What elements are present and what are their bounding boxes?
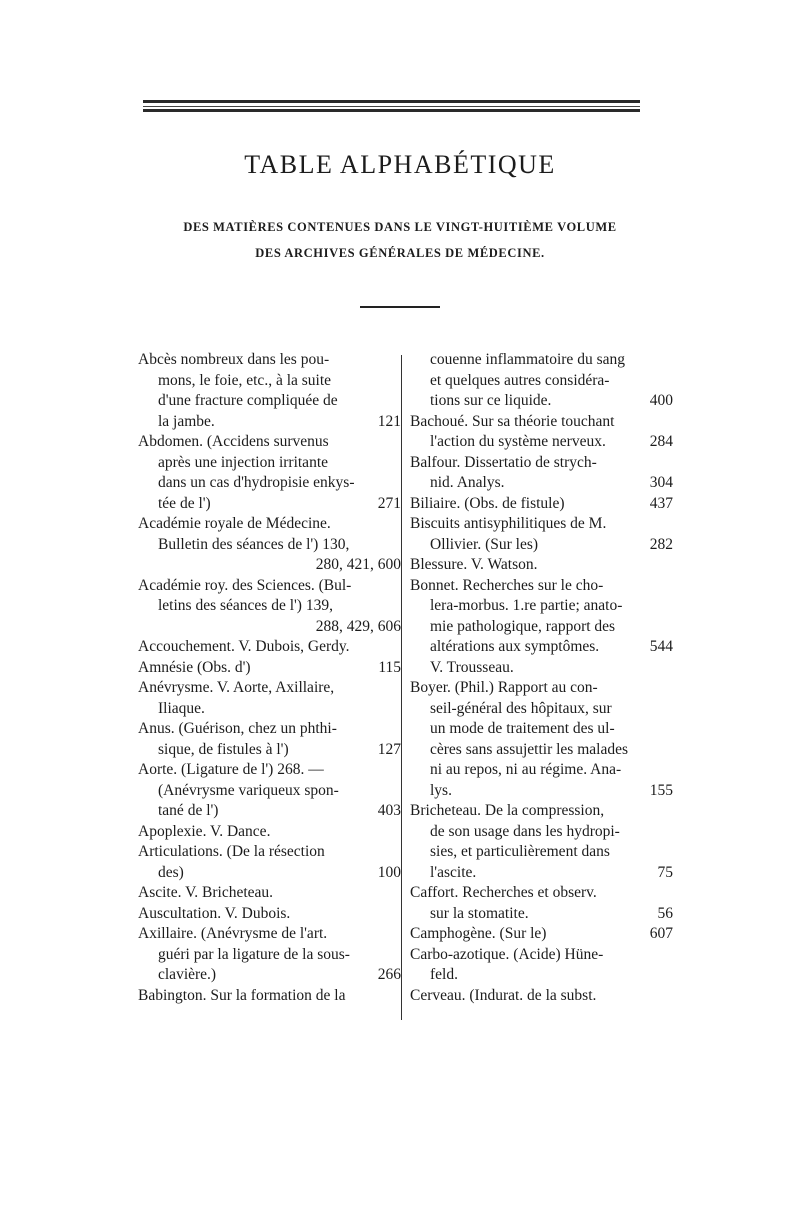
index-line: [410, 699, 673, 720]
subtitle-line-1: DES MATIÈRES CONTENUES DANS LE VINGT-HUITIÈME VOLUME: [183, 220, 617, 234]
index-entry-text: Apoplexie. V. Dance.: [138, 822, 271, 840]
index-line: [410, 945, 673, 966]
index-entry-text: Axillaire. (Anévrysme de l'art.: [138, 925, 328, 942]
index-line: [410, 555, 673, 576]
index-entry-text: ni au repos, ni au régime. Ana-: [430, 761, 622, 778]
index-line: [138, 699, 401, 720]
index-line: [138, 576, 401, 597]
index-page-number: 75: [657, 863, 673, 881]
index-line: [410, 535, 673, 556]
index-entry-text: altérations aux symptômes.: [430, 638, 600, 655]
index-line: [138, 904, 401, 925]
index-line: [410, 432, 673, 453]
index-entry-text: 280, 421, 600: [315, 556, 401, 573]
index-line: [138, 863, 401, 884]
index-line: [138, 637, 401, 658]
index-entry-text: lys.: [430, 781, 452, 799]
index-entry-text: couenne inflammatoire du sang: [430, 351, 625, 368]
right-index-column: [410, 350, 673, 1006]
index-entry-text: de son usage dans les hydropi-: [430, 822, 620, 840]
index-entry-text: Babington. Sur la formation de la: [138, 986, 346, 1004]
index-entry-text: Accouchement. V. Dubois, Gerdy.: [138, 638, 350, 655]
index-line: [138, 986, 401, 1007]
index-entry-text: Carbo-azotique. (Acide) Hüne-: [410, 945, 604, 963]
index-entry-text: Ascite. V. Bricheteau.: [138, 884, 274, 901]
index-line: [410, 658, 673, 679]
index-entry-text: Amnésie (Obs. d'): [138, 658, 251, 676]
index-line: [138, 596, 401, 617]
index-page-number: 282: [649, 535, 673, 553]
index-page-number: 155: [649, 781, 673, 799]
index-entry-text: un mode de traitement des ul-: [430, 720, 615, 737]
index-line: [410, 596, 673, 617]
index-entry-text: l'ascite.: [430, 863, 477, 881]
index-line: [138, 391, 401, 412]
index-entry-text: Iliaque.: [158, 699, 205, 717]
index-entry-text: d'une fracture compliquée de: [158, 392, 338, 409]
index-line: [410, 371, 673, 392]
column-divider: [401, 355, 402, 1020]
index-entry-text: la jambe.: [158, 412, 215, 430]
index-entry-text: Abcès nombreux dans les pou-: [138, 351, 330, 368]
index-entry-text: 288, 429, 606: [315, 617, 401, 635]
index-line: [138, 945, 401, 966]
index-entry-text: tions sur ce liquide.: [430, 392, 552, 409]
index-entry-text: Bonnet. Recherches sur le cho-: [410, 576, 604, 594]
index-line: [410, 822, 673, 843]
index-entry-text: Bricheteau. De la compression,: [410, 802, 605, 819]
index-line: [410, 473, 673, 494]
index-line: [410, 781, 673, 802]
index-line: [410, 924, 673, 945]
index-entry-text: Camphogène. (Sur le): [410, 925, 547, 942]
index-line: [410, 350, 673, 371]
index-line: [410, 904, 673, 925]
index-entry-text: des): [158, 863, 184, 881]
index-entry-text: après une injection irritante: [158, 453, 329, 471]
index-entry-text: Boyer. (Phil.) Rapport au con-: [410, 679, 598, 696]
index-page-number: 56: [657, 904, 673, 922]
index-entry-text: Anévrysme. V. Aorte, Axillaire,: [138, 679, 335, 696]
index-entry-text: Biscuits antisyphilitiques de M.: [410, 515, 607, 532]
index-line: [138, 658, 401, 679]
index-entry-text: et quelques autres considéra-: [430, 371, 610, 389]
index-entry-text: Cerveau. (Indurat. de la subst.: [410, 986, 597, 1004]
index-entry-text: seil-général des hôpitaux, sur: [430, 699, 612, 717]
index-entry-text: Académie royale de Médecine.: [138, 515, 331, 532]
index-line: [138, 924, 401, 945]
index-page-number: 266: [377, 966, 401, 983]
index-line: [138, 514, 401, 535]
index-entry-text: sique, de fistules à l'): [158, 740, 289, 758]
index-entry-text: dans un cas d'hydropisie enkys-: [158, 474, 355, 491]
index-line: [138, 453, 401, 474]
index-page-number: 400: [649, 392, 673, 409]
index-line: [138, 350, 401, 371]
index-entry-text: Abdomen. (Accidens survenus: [138, 433, 329, 450]
page-subtitle: [120, 214, 680, 266]
index-line: [410, 863, 673, 884]
index-line: [138, 617, 401, 638]
index-page-number: 403: [377, 802, 401, 819]
index-entry-text: guéri par la ligature de la sous-: [158, 945, 350, 963]
index-line: [410, 391, 673, 412]
index-entry-text: letins des séances de l') 139,: [158, 597, 333, 614]
index-line: [138, 740, 401, 761]
index-line: [138, 432, 401, 453]
index-entry-text: Caffort. Recherches et observ.: [410, 884, 597, 901]
index-line: [410, 740, 673, 761]
index-line: [138, 822, 401, 843]
index-entry-text: Ollivier. (Sur les): [430, 535, 539, 553]
index-line: [138, 801, 401, 822]
index-entry-text: Articulations. (De la résection: [138, 843, 325, 860]
index-entry-text: tané de l'): [158, 802, 219, 819]
index-line: [410, 617, 673, 638]
index-line: [410, 986, 673, 1007]
index-entry-text: l'action du système nerveux.: [430, 433, 606, 450]
index-line: [410, 453, 673, 474]
index-line: [410, 801, 673, 822]
left-index-column: [138, 350, 401, 1006]
index-entry-text: Anus. (Guérison, chez un phthi-: [138, 720, 337, 737]
index-entry-text: sies, et particulièrement dans: [430, 843, 610, 860]
index-entry-text: Auscultation. V. Dubois.: [138, 904, 291, 922]
index-line: [410, 494, 673, 515]
page-title: TABLE ALPHABÉTIQUE: [244, 150, 556, 179]
index-entry-text: Aorte. (Ligature de l') 268. —: [138, 761, 324, 778]
index-entry-text: feld.: [430, 966, 458, 983]
index-entry-text: lera-morbus. 1.re partie; anato-: [430, 597, 623, 614]
index-line: [138, 883, 401, 904]
index-line: [138, 371, 401, 392]
index-entry-text: mons, le foie, etc., à la suite: [158, 371, 332, 389]
index-page-number: 607: [649, 925, 673, 942]
index-line: [138, 473, 401, 494]
index-line: [410, 576, 673, 597]
index-page-number: 304: [649, 474, 673, 491]
index-line: [138, 781, 401, 802]
index-page-number: 271: [377, 494, 401, 512]
index-line: [138, 842, 401, 863]
index-entry-text: Académie roy. des Sciences. (Bul-: [138, 576, 352, 594]
index-line: [138, 494, 401, 515]
index-entry-text: clavière.): [158, 966, 217, 983]
index-entry-text: Blessure. V. Watson.: [410, 556, 538, 573]
index-line: [138, 412, 401, 433]
subtitle-line-2: DES ARCHIVES GÉNÉRALES DE MÉDECINE.: [255, 246, 545, 260]
index-entry-text: Bulletin des séances de l') 130,: [158, 535, 350, 553]
section-rule: [360, 306, 440, 308]
index-line: [138, 678, 401, 699]
index-page-number: 284: [649, 433, 673, 450]
header-double-rule: [143, 100, 640, 113]
index-page-number: 437: [649, 494, 673, 512]
index-line: [410, 637, 673, 658]
index-entry-text: tée de l'): [158, 494, 211, 512]
index-line: [138, 965, 401, 986]
index-line: [410, 965, 673, 986]
index-line: [410, 719, 673, 740]
index-page-number: 115: [378, 658, 401, 676]
index-line: [410, 514, 673, 535]
index-line: [138, 535, 401, 556]
index-entry-text: Biliaire. (Obs. de fistule): [410, 494, 565, 512]
index-page-number: 121: [377, 412, 401, 430]
index-entry-text: cères sans assujettir les malades: [430, 740, 628, 758]
index-line: [138, 760, 401, 781]
index-page-number: 100: [377, 863, 401, 881]
index-entry-text: V. Trousseau.: [430, 658, 514, 676]
index-line: [410, 842, 673, 863]
index-entry-text: Balfour. Dissertatio de strych-: [410, 453, 597, 471]
index-entry-text: (Anévrysme variqueux spon-: [158, 781, 339, 799]
index-entry-text: nid. Analys.: [430, 474, 505, 491]
index-line: [410, 678, 673, 699]
index-page-number: 127: [377, 740, 401, 758]
index-line: [138, 555, 401, 576]
index-line: [410, 412, 673, 433]
index-line: [138, 719, 401, 740]
index-page-number: 544: [649, 638, 673, 655]
index-entry-text: Bachoué. Sur sa théorie touchant: [410, 412, 615, 430]
index-line: [410, 760, 673, 781]
index-entry-text: mie pathologique, rapport des: [430, 617, 616, 635]
index-line: [410, 883, 673, 904]
index-entry-text: sur la stomatite.: [430, 904, 529, 922]
